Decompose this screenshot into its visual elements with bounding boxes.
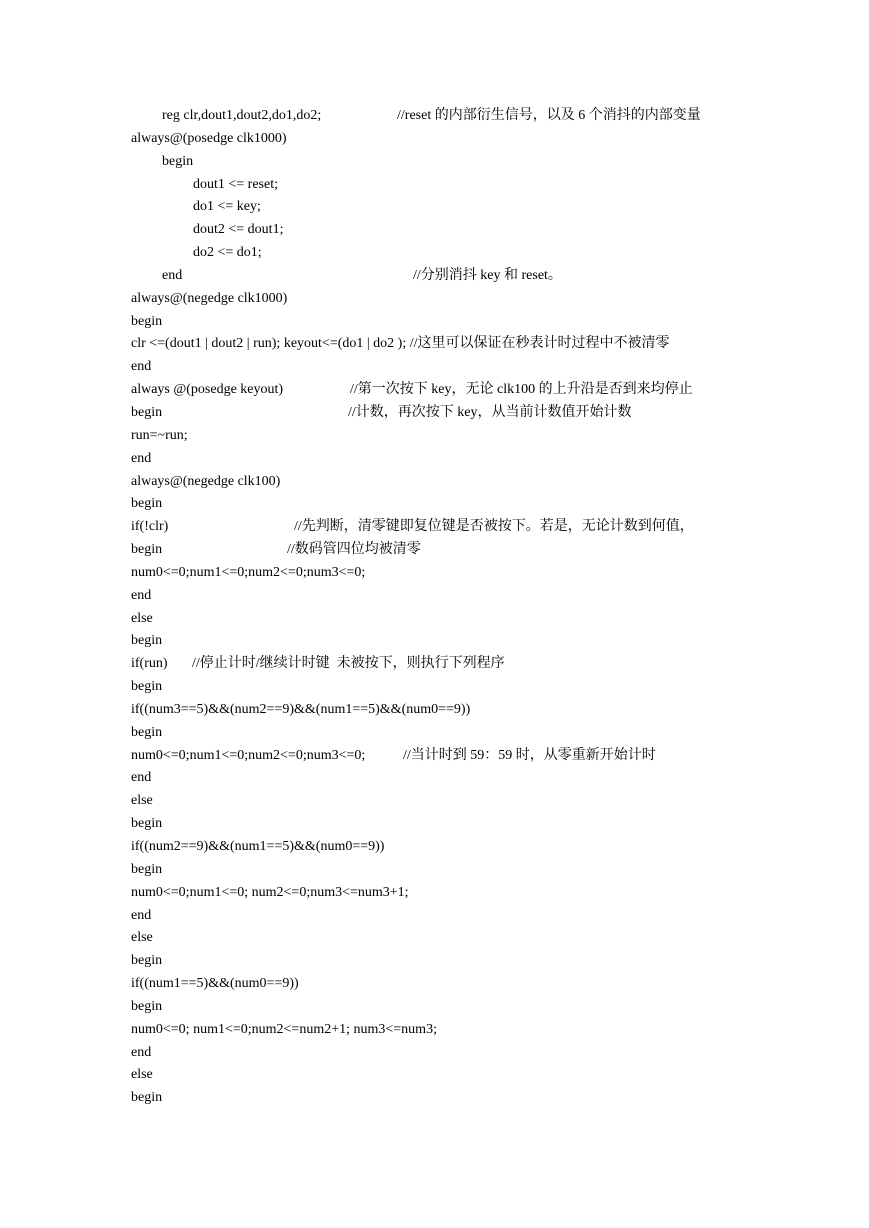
code-text: end xyxy=(131,770,152,786)
code-line xyxy=(131,219,741,242)
code-line xyxy=(131,356,741,379)
code-line xyxy=(131,151,741,174)
code-line xyxy=(131,790,741,813)
code-line xyxy=(131,722,741,745)
code-line xyxy=(131,128,741,151)
code-line xyxy=(131,996,741,1019)
code-comment: //分别消抖 key 和 reset。 xyxy=(413,267,562,283)
code-text: always @(posedge keyout) xyxy=(131,382,284,398)
code-text: begin xyxy=(131,542,163,558)
code-text: if((num3==5)&&(num2==9)&&(num1==5)&&(num0==9)) xyxy=(131,701,471,717)
code-text: if((num1==5)&&(num0==9)) xyxy=(131,976,299,992)
code-line xyxy=(131,699,741,722)
code-text: begin xyxy=(131,998,163,1014)
code-line xyxy=(131,1042,741,1065)
code-text: run=~run; xyxy=(131,427,188,443)
code-text: dout1 <= reset; xyxy=(193,176,278,192)
code-text: reg clr,dout1,dout2,do1,do2; xyxy=(162,108,322,123)
code-line xyxy=(131,242,741,265)
code-text: begin xyxy=(131,313,163,329)
code-text: begin xyxy=(131,724,163,740)
code-line xyxy=(131,905,741,928)
code-text: if(!clr) xyxy=(131,519,169,535)
code-line xyxy=(131,585,741,608)
code-text: begin xyxy=(162,153,194,169)
code-line xyxy=(131,767,741,790)
code-line xyxy=(131,882,741,905)
code-text: begin xyxy=(131,816,163,832)
code-line xyxy=(131,653,741,676)
code-line xyxy=(131,105,741,128)
code-text: begin xyxy=(131,404,163,420)
code-text: else xyxy=(131,610,153,626)
code-line xyxy=(131,562,741,585)
code-comment: //计数，再次按下 key，从当前计数值开始计数 xyxy=(348,404,632,420)
code-line xyxy=(131,196,741,219)
code-line xyxy=(131,1064,741,1087)
code-text: clr <=(dout1 | dout2 | run); keyout<=(do1 | do2 ); //这里可以保证在秒表计时过程中不被清零 xyxy=(131,336,670,352)
code-comment: //先判断，清零键即复位键是否被按下。若是，无论计数到何值， xyxy=(294,519,694,535)
code-text: end xyxy=(131,907,152,923)
code-line xyxy=(131,927,741,950)
code-text: begin xyxy=(131,953,163,969)
code-text: do1 <= key; xyxy=(193,199,261,215)
code-line xyxy=(131,1019,741,1042)
code-text: begin xyxy=(131,633,163,649)
code-text: num0<=0;num1<=0;num2<=0;num3<=0; xyxy=(131,564,366,580)
code-line xyxy=(131,493,741,516)
code-line xyxy=(131,676,741,699)
code-text: end xyxy=(131,1044,152,1060)
code-text: begin xyxy=(131,679,163,695)
code-line xyxy=(131,973,741,996)
code-line xyxy=(131,608,741,631)
code-text: if((num2==9)&&(num1==5)&&(num0==9)) xyxy=(131,839,385,854)
code-text: end xyxy=(131,450,152,466)
code-line xyxy=(131,813,741,836)
code-line xyxy=(131,630,741,653)
code-line xyxy=(131,448,741,471)
code-text: num0<=0;num1<=0; num2<=0;num3<=num3+1; xyxy=(131,884,409,900)
code-text: end xyxy=(131,359,152,375)
code-text: always@(negedge clk100) xyxy=(131,473,281,489)
code-text: end xyxy=(162,267,183,283)
code-text: else xyxy=(131,793,153,809)
code-line xyxy=(131,539,741,562)
code-text: if(run) xyxy=(131,656,168,672)
code-comment: //停止计时/继续计时键 未被按下，则执行下列程序 xyxy=(192,656,505,672)
code-line xyxy=(131,516,741,539)
code-line xyxy=(131,265,741,288)
code-comment: //第一次按下 key，无论 clk100 的上升沿是否到来均停止 xyxy=(350,382,693,398)
code-line xyxy=(131,471,741,494)
code-line xyxy=(131,333,741,356)
code-comment: //数码管四位均被清零 xyxy=(287,542,421,558)
code-text: end xyxy=(131,587,152,603)
code-text: always@(negedge clk1000) xyxy=(131,290,288,306)
code-text: num0<=0;num1<=0;num2<=0;num3<=0; xyxy=(131,747,366,763)
code-text: do2 <= do1; xyxy=(193,245,262,261)
code-text: num0<=0; num1<=0;num2<=num2+1; num3<=num3; xyxy=(131,1021,437,1037)
code-line xyxy=(131,311,741,334)
code-line xyxy=(131,425,741,448)
code-text: else xyxy=(131,1067,153,1083)
code-line xyxy=(131,1087,741,1110)
code-line xyxy=(131,859,741,882)
code-line xyxy=(131,402,741,425)
code-text: dout2 <= dout1; xyxy=(193,222,284,238)
code-comment: //当计时到 59：59 时，从零重新开始计时 xyxy=(403,747,656,763)
code-line xyxy=(131,950,741,973)
code-line xyxy=(131,836,741,859)
code-line xyxy=(131,174,741,197)
code-comment: //reset 的内部衍生信号，以及 6 个消抖的内部变量 xyxy=(397,108,701,123)
code-line xyxy=(131,379,741,402)
code-listing xyxy=(131,105,741,1110)
code-text: begin xyxy=(131,861,163,877)
code-text: always@(posedge clk1000) xyxy=(131,130,287,146)
code-text: begin xyxy=(131,496,163,512)
code-line xyxy=(131,745,741,768)
code-text: else xyxy=(131,930,153,946)
code-line xyxy=(131,288,741,311)
code-text: begin xyxy=(131,1090,163,1106)
